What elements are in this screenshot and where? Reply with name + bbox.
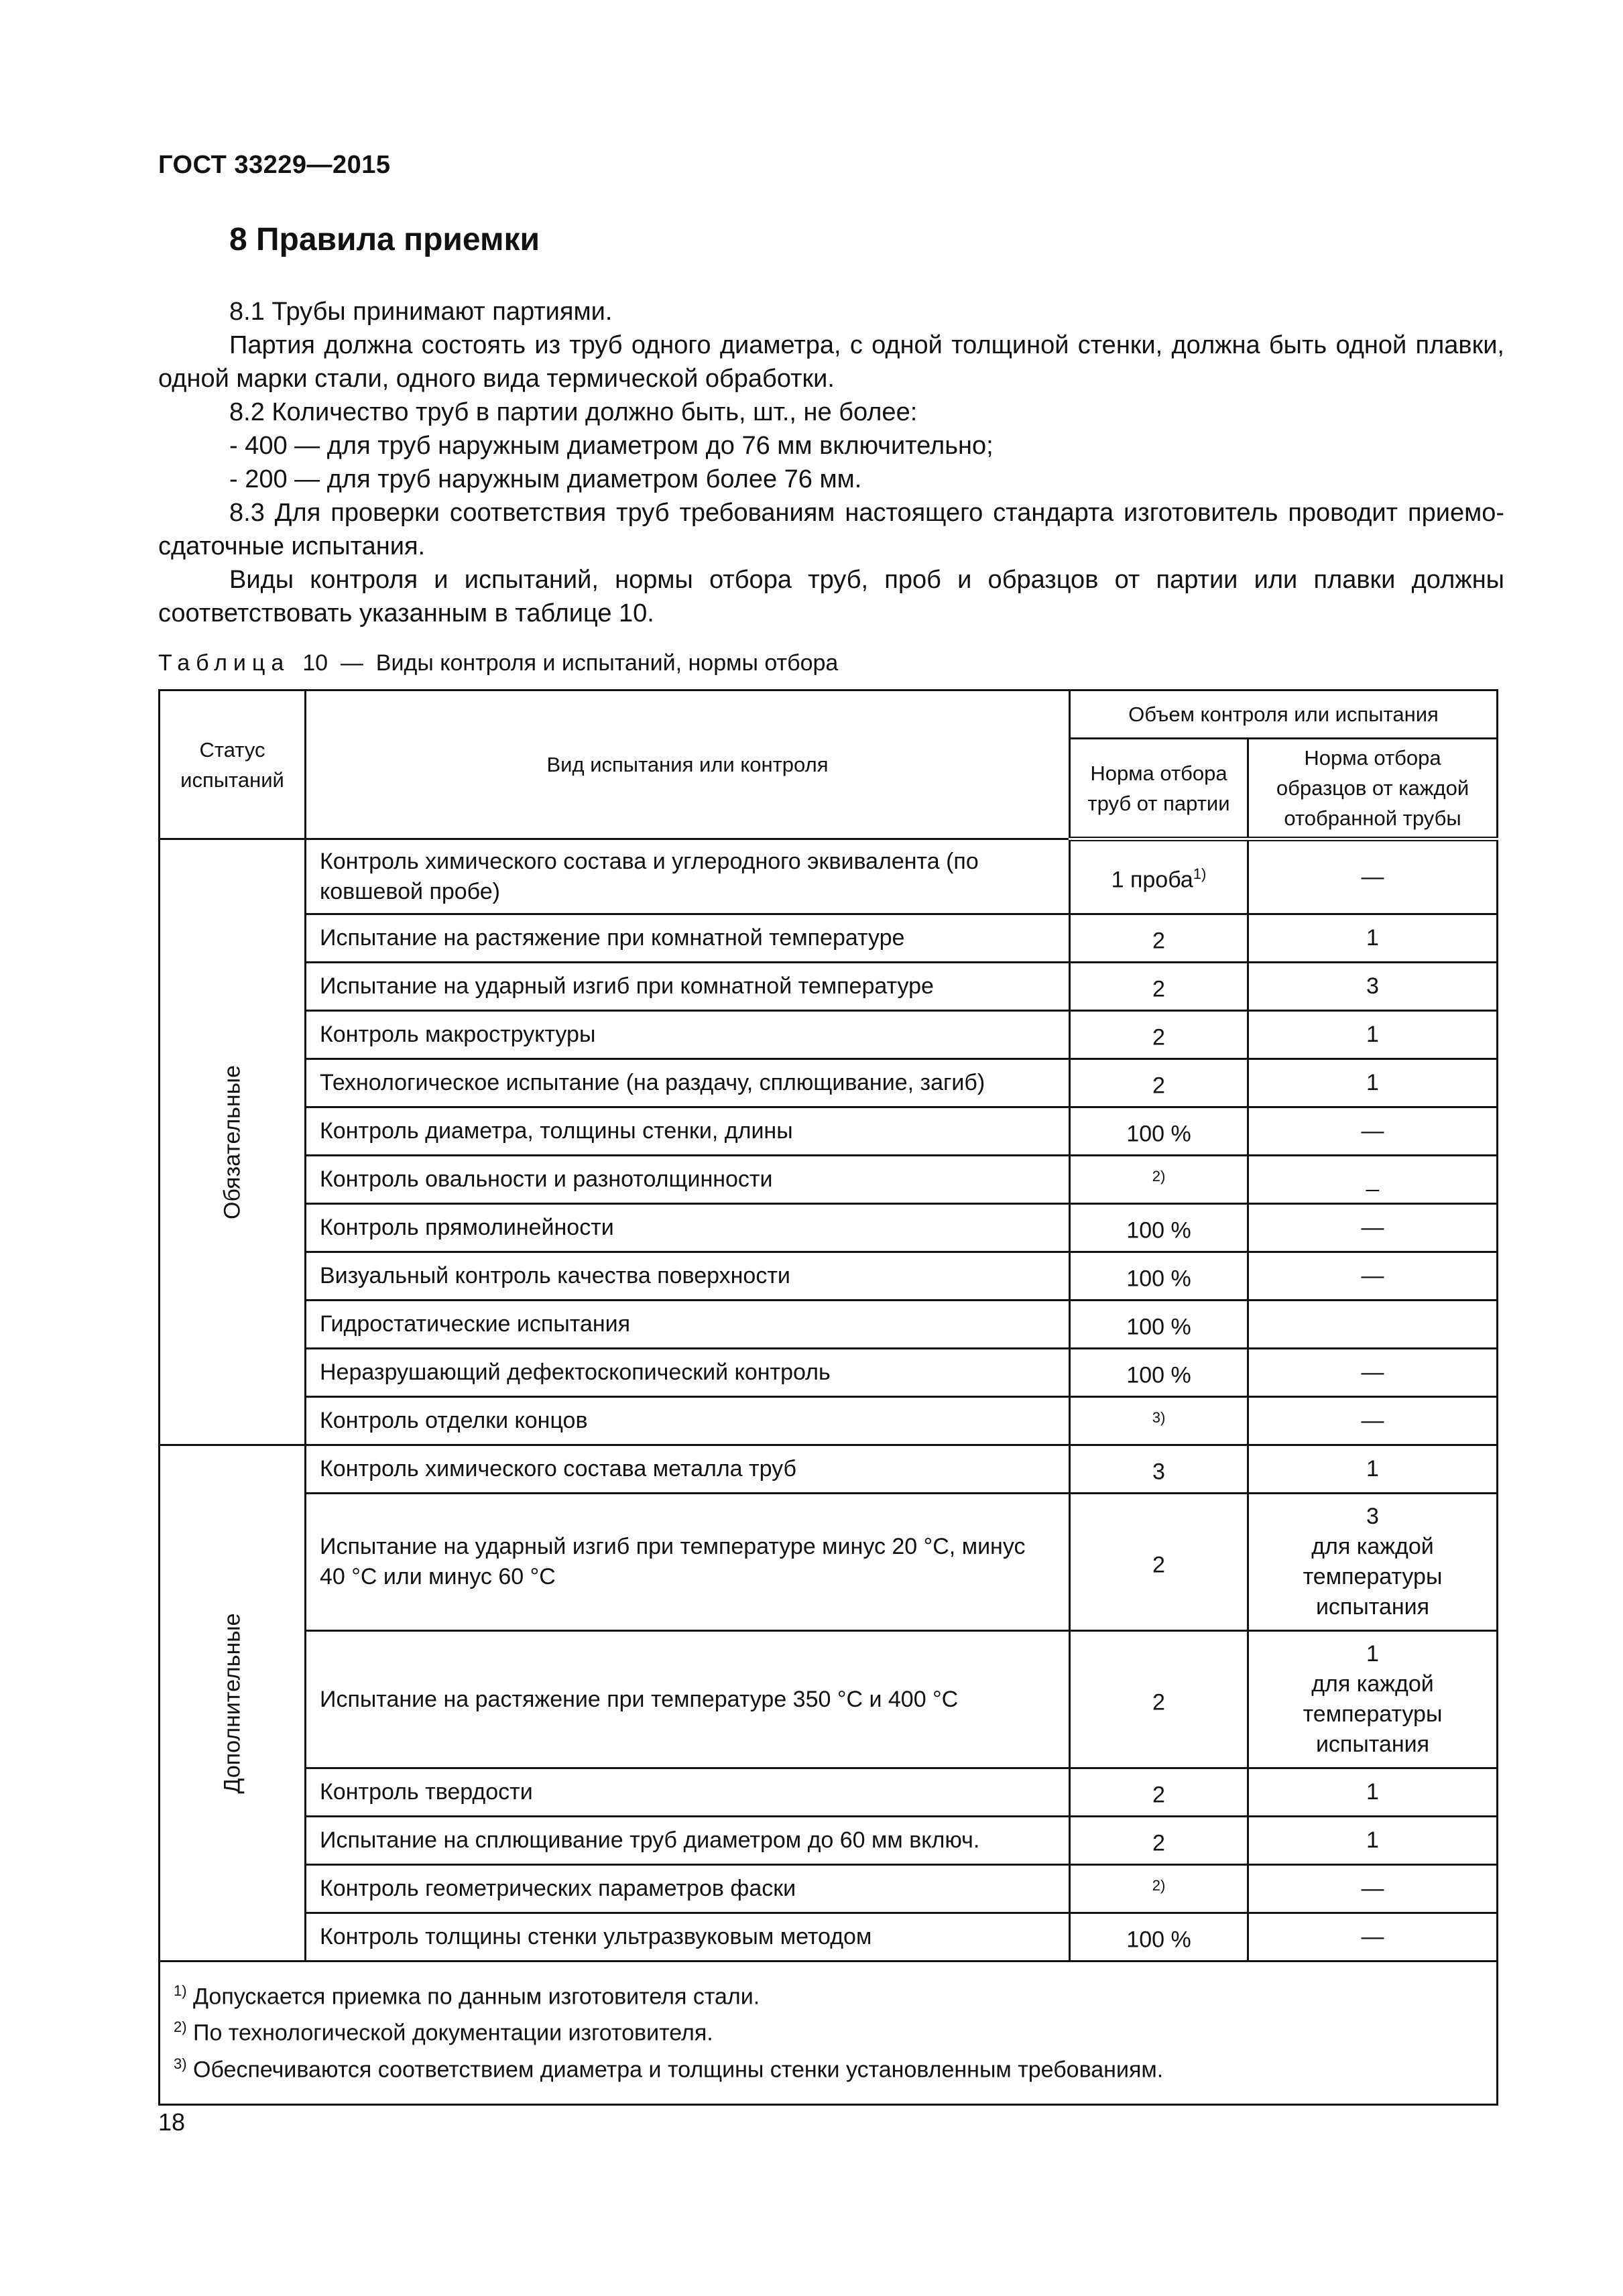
norm-batch-cell bbox=[1070, 1445, 1248, 1494]
header-status: Статус испытаний bbox=[160, 690, 306, 839]
status-group-additional bbox=[160, 1445, 306, 1961]
test-name-cell: Контроль геометрических параметров фаски bbox=[306, 1865, 1070, 1913]
norm-tube-value: — bbox=[1361, 864, 1384, 890]
norm-batch-value: 100 % bbox=[1126, 1314, 1191, 1340]
footnote-ref: 2) bbox=[1152, 1877, 1166, 1894]
norm-tube-value: 1 bbox=[1366, 1070, 1379, 1095]
test-name-cell: Контроль отделки концов bbox=[306, 1397, 1070, 1445]
norm-tube-value: 1 bbox=[1366, 1779, 1379, 1805]
norm-tube-cell bbox=[1248, 1913, 1498, 1961]
test-name-cell: Неразрушающий дефектоскопический контроль bbox=[306, 1349, 1070, 1397]
norm-tube-cell bbox=[1248, 914, 1498, 963]
norm-tube-cell bbox=[1248, 1011, 1498, 1059]
table-row bbox=[160, 1107, 1498, 1156]
paragraph: 8.2 Количество труб в партии должно быть, шт., не более: bbox=[229, 398, 918, 426]
norm-batch-cell bbox=[1070, 1631, 1248, 1768]
test-name-cell: Гидростатические испытания bbox=[306, 1301, 1070, 1349]
table-row bbox=[160, 1445, 1498, 1494]
norm-batch-value: 3 bbox=[1152, 1459, 1165, 1485]
norm-tube-cell bbox=[1248, 1059, 1498, 1107]
norm-batch-value: 2 bbox=[1152, 1024, 1165, 1050]
table-row bbox=[160, 1204, 1498, 1252]
table-caption-text: 10 — Виды контроля и испытаний, нормы отбора bbox=[290, 650, 839, 676]
footnote: $^{1)}$ Допускается приемка по данным изготовителя стали. bbox=[174, 1982, 760, 2010]
norm-batch-cell bbox=[1070, 1865, 1248, 1913]
list-item: - 400 — для труб наружным диаметром до 76 мм включительно; bbox=[229, 432, 994, 460]
test-name-cell: Контроль химического состава металла труб bbox=[306, 1445, 1070, 1494]
norm-tube-value: — bbox=[1361, 1924, 1384, 1949]
test-name-cell: Контроль макроструктуры bbox=[306, 1011, 1070, 1059]
test-name-cell: Контроль толщины стенки ультразвуковым методом bbox=[306, 1913, 1070, 1961]
footnote: $^{3)}$ Обеспечиваются соответствием диаметра и толщины стенки установленным требованиям. bbox=[174, 2055, 1164, 2082]
table-row bbox=[160, 963, 1498, 1011]
test-name-cell: Визуальный контроль качества поверхности bbox=[306, 1252, 1070, 1301]
norm-batch-cell bbox=[1070, 1204, 1248, 1252]
status-group-label: Дополнительные bbox=[219, 1612, 245, 1794]
footnote-ref: 3) bbox=[1152, 1409, 1166, 1427]
norm-tube-value: — bbox=[1361, 1876, 1384, 1901]
norm-batch-value: 1 проба bbox=[1111, 867, 1193, 893]
norm-tube-cell bbox=[1248, 1494, 1498, 1631]
norm-batch-cell bbox=[1070, 839, 1248, 914]
norm-batch-value: 100 % bbox=[1126, 1362, 1191, 1388]
norm-tube-value: — bbox=[1361, 1408, 1384, 1433]
test-name-cell: Контроль диаметра, толщины стенки, длины bbox=[306, 1107, 1070, 1156]
table-row bbox=[160, 1817, 1498, 1865]
norm-tube-cell bbox=[1248, 1156, 1498, 1204]
section-body bbox=[158, 295, 1504, 630]
norm-tube-cell bbox=[1248, 839, 1498, 914]
norm-batch-cell bbox=[1070, 1252, 1248, 1301]
paragraph: Партия должна состоять из труб одного диаметра, с одной толщиной стенки, должна быть одной плавки, одной марки стали, одного вида термической обработки. bbox=[158, 331, 1504, 393]
header-test-type: Вид испытания или контроля bbox=[306, 690, 1070, 839]
norm-batch-value: 2 bbox=[1152, 1073, 1165, 1099]
status-group-mandatory bbox=[160, 839, 306, 1445]
norm-tube-value: — bbox=[1361, 1118, 1384, 1144]
list-item: - 200 — для труб наружным диаметром более 76 мм. bbox=[229, 465, 862, 493]
section-title: 8 Правила приемки bbox=[229, 222, 540, 257]
table-row bbox=[160, 1011, 1498, 1059]
table-10 bbox=[158, 689, 1498, 2106]
norm-batch-value: 2 bbox=[1152, 1552, 1165, 1578]
norm-batch-cell bbox=[1070, 1301, 1248, 1349]
norm-tube-cell bbox=[1248, 1204, 1498, 1252]
table-row bbox=[160, 1913, 1498, 1961]
norm-batch-cell bbox=[1070, 914, 1248, 963]
norm-batch-value: 2 bbox=[1152, 1782, 1165, 1808]
norm-batch-value: 100 % bbox=[1126, 1927, 1191, 1953]
norm-tube-cell bbox=[1248, 1445, 1498, 1494]
norm-batch-cell bbox=[1070, 1494, 1248, 1631]
norm-batch-value: 2 bbox=[1152, 1830, 1165, 1856]
table-row bbox=[160, 1301, 1498, 1349]
norm-tube-cell bbox=[1248, 1252, 1498, 1301]
norm-tube-value: 1 bbox=[1366, 1022, 1379, 1047]
norm-tube-note: для каждой температуры испытания bbox=[1303, 1671, 1443, 1757]
test-name-cell: Испытание на ударный изгиб при комнатной температуре bbox=[306, 963, 1070, 1011]
norm-batch-value: 2 bbox=[1152, 976, 1165, 1002]
norm-batch-cell bbox=[1070, 1349, 1248, 1397]
test-name-cell: Испытание на растяжение при температуре 350 °С и 400 °С bbox=[306, 1631, 1070, 1768]
footnote-ref: 1) bbox=[1193, 865, 1207, 883]
norm-tube-value: — bbox=[1361, 1263, 1384, 1288]
norm-batch-cell bbox=[1070, 963, 1248, 1011]
norm-tube-cell bbox=[1248, 963, 1498, 1011]
norm-batch-cell bbox=[1070, 1913, 1248, 1961]
table-caption-word: Таблица bbox=[158, 650, 290, 676]
table-row bbox=[160, 1494, 1498, 1631]
test-name-cell: Контроль химического состава и углеродного эквивалента (по ковшевой пробе) bbox=[306, 839, 1070, 914]
norm-batch-cell bbox=[1070, 1768, 1248, 1817]
norm-tube-cell bbox=[1248, 1768, 1498, 1817]
paragraph: 8.3 Для проверки соответствия труб требованиям настоящего стандарта изготовитель проводит приемо-сдаточные испытания. bbox=[158, 499, 1504, 560]
norm-batch-value: 2 bbox=[1152, 928, 1165, 954]
test-name-cell: Контроль прямолинейности bbox=[306, 1204, 1070, 1252]
table-row bbox=[160, 1768, 1498, 1817]
norm-tube-cell bbox=[1248, 1397, 1498, 1445]
norm-tube-note: для каждой температуры испытания bbox=[1303, 1534, 1443, 1620]
norm-tube-cell bbox=[1248, 1817, 1498, 1865]
norm-tube-value: 3 bbox=[1366, 1504, 1379, 1529]
table-caption bbox=[158, 650, 838, 676]
table-row bbox=[160, 1865, 1498, 1913]
test-name-cell: Испытание на растяжение при комнатной температуре bbox=[306, 914, 1070, 963]
norm-batch-cell bbox=[1070, 1156, 1248, 1204]
norm-tube-value: 3 bbox=[1366, 973, 1379, 999]
norm-batch-cell bbox=[1070, 1011, 1248, 1059]
test-name-cell: Контроль твердости bbox=[306, 1768, 1070, 1817]
table-row bbox=[160, 1156, 1498, 1204]
norm-tube-cell bbox=[1248, 1631, 1498, 1768]
table-row bbox=[160, 1252, 1498, 1301]
norm-tube-value: 1 bbox=[1366, 1827, 1379, 1853]
paragraph: Виды контроля и испытаний, нормы отбора труб, проб и образцов от партии или плавки должны соответствовать указанным в таблице 10. bbox=[158, 566, 1504, 627]
standard-id: ГОСТ 33229—2015 bbox=[158, 151, 391, 179]
footnote: $^{2)}$ По технологической документации изготовителя. bbox=[174, 2018, 713, 2046]
table-row bbox=[160, 1397, 1498, 1445]
norm-tube-value: 1 bbox=[1366, 1456, 1379, 1482]
header-norm-tube: Норма отбора образцов от каждой отобранной трубы bbox=[1248, 739, 1498, 839]
norm-tube-value: — bbox=[1361, 1360, 1384, 1385]
header-volume: Объем контроля или испытания bbox=[1070, 690, 1498, 739]
norm-batch-cell bbox=[1070, 1107, 1248, 1156]
test-name-cell: Контроль овальности и разнотолщинности bbox=[306, 1156, 1070, 1204]
norm-batch-value: 100 % bbox=[1126, 1217, 1191, 1244]
norm-tube-value: _ bbox=[1366, 1166, 1379, 1192]
table-row bbox=[160, 1349, 1498, 1397]
norm-batch-cell bbox=[1070, 1817, 1248, 1865]
acceptance-table bbox=[158, 689, 1498, 2106]
table-row bbox=[160, 839, 1498, 914]
table-footnotes bbox=[160, 1961, 1498, 2105]
table-body bbox=[160, 839, 1498, 1961]
norm-batch-value: 100 % bbox=[1126, 1121, 1191, 1147]
norm-batch-cell bbox=[1070, 1059, 1248, 1107]
norm-tube-cell bbox=[1248, 1301, 1498, 1349]
norm-batch-value: 100 % bbox=[1126, 1266, 1191, 1292]
test-name-cell: Технологическое испытание (на раздачу, сплющивание, загиб) bbox=[306, 1059, 1070, 1107]
norm-tube-value: 1 bbox=[1366, 1641, 1379, 1667]
table-row bbox=[160, 1059, 1498, 1107]
norm-tube-value: 1 bbox=[1366, 925, 1379, 951]
page-number: 18 bbox=[158, 2108, 186, 2136]
norm-batch-cell bbox=[1070, 1397, 1248, 1445]
norm-tube-cell bbox=[1248, 1865, 1498, 1913]
status-group-label: Обязательные bbox=[219, 1065, 245, 1219]
test-name-cell: Испытание на ударный изгиб при температуре минус 20 °С, минус 40 °С или минус 60 °С bbox=[306, 1494, 1070, 1631]
test-name-cell: Испытание на сплющивание труб диаметром до 60 мм включ. bbox=[306, 1817, 1070, 1865]
paragraph: 8.1 Трубы принимают партиями. bbox=[229, 298, 613, 326]
header-norm-batch: Норма отбора труб от партии bbox=[1070, 739, 1248, 839]
norm-batch-value: 2 bbox=[1152, 1689, 1165, 1715]
norm-tube-cell bbox=[1248, 1349, 1498, 1397]
table-row bbox=[160, 1631, 1498, 1768]
norm-tube-value: — bbox=[1361, 1215, 1384, 1240]
norm-tube-cell bbox=[1248, 1107, 1498, 1156]
table-row bbox=[160, 914, 1498, 963]
footnote-ref: 2) bbox=[1152, 1168, 1166, 1185]
